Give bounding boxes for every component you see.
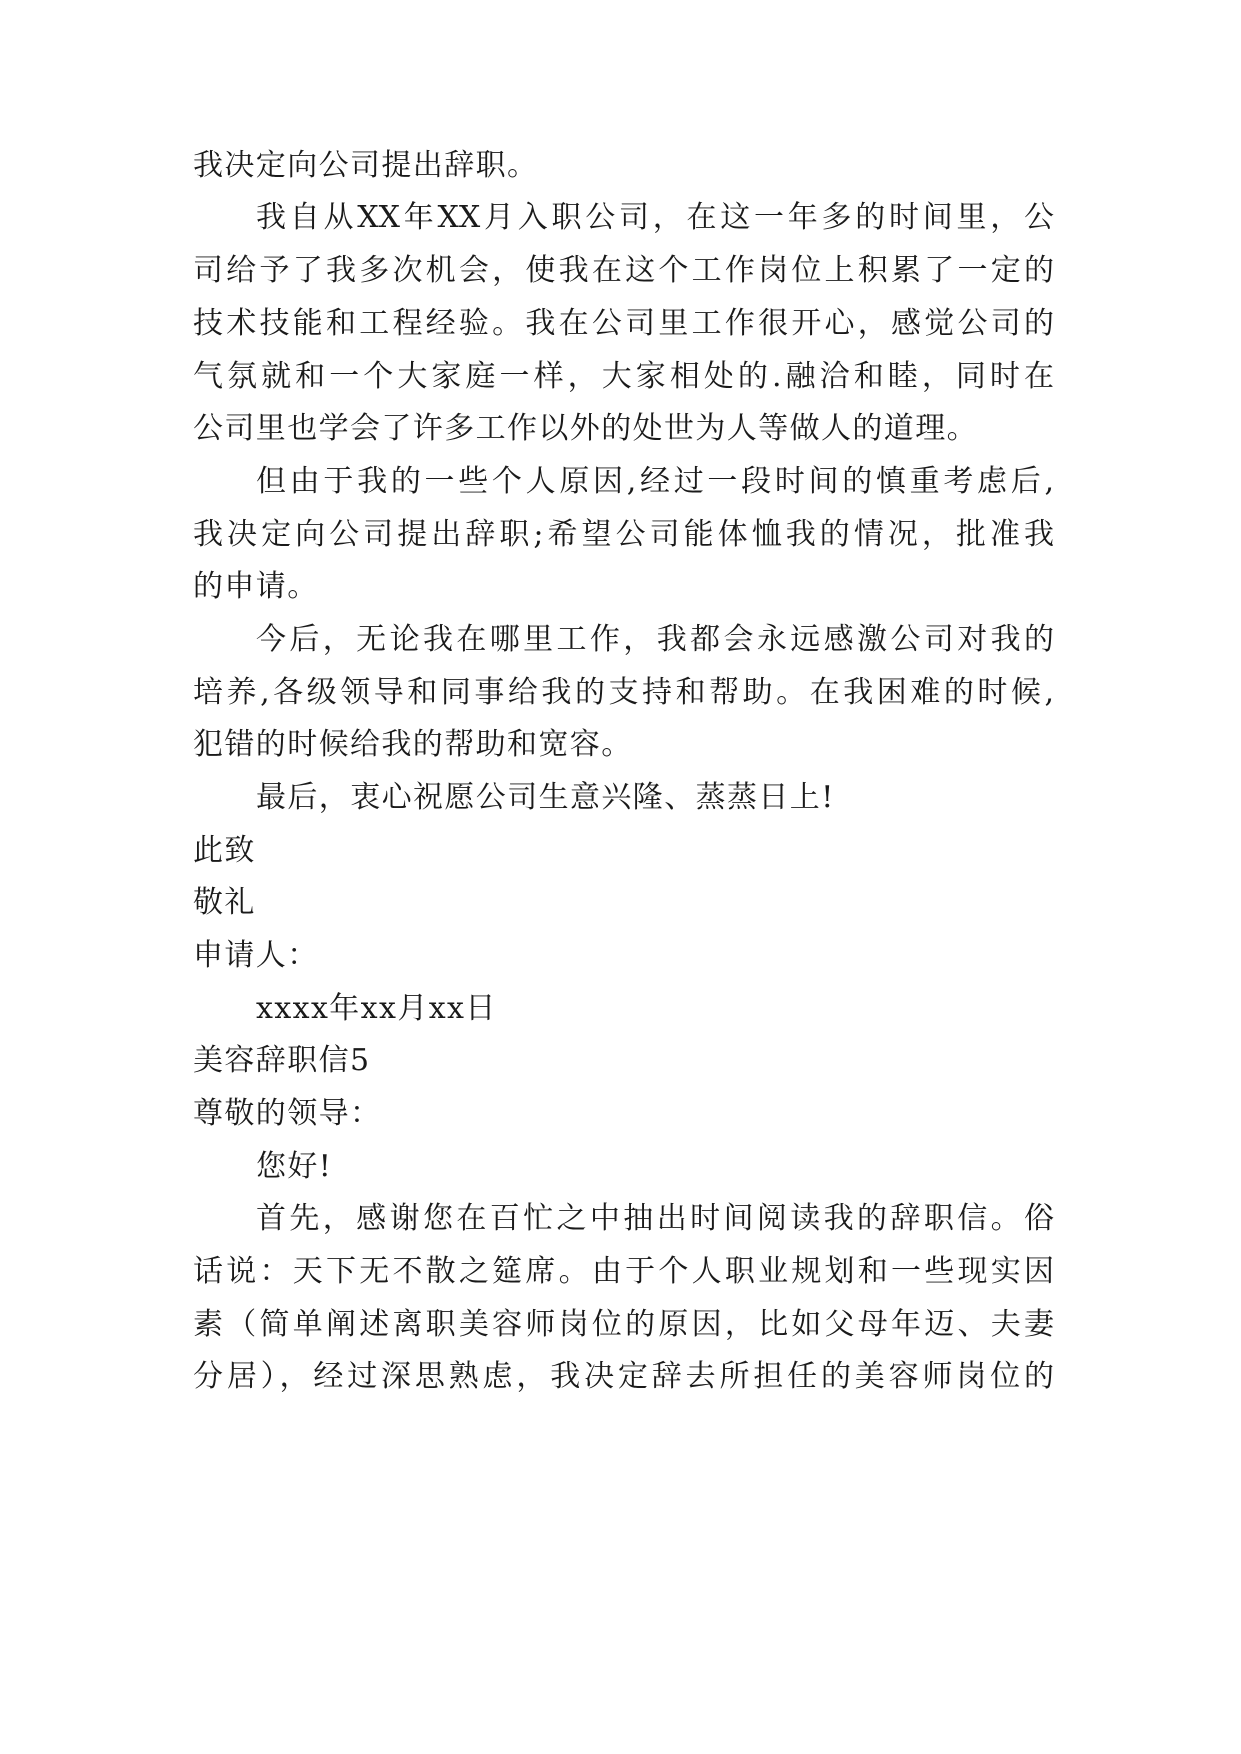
paragraph-line: 我自从XX年XX月入职公司，在这一年多的时间里，公 [256,200,1054,235]
closing-line: 敬礼 [193,885,256,920]
section-title: 美容辞职信5 [193,1043,371,1078]
paragraph-line: 最后，衷心祝愿公司生意兴隆、蒸蒸日上! [256,780,835,815]
paragraph-line: 我决定向公司提出辞职;希望公司能体恤我的情况，批准我 [193,517,1054,552]
paragraph-line: 的申请。 [193,569,319,604]
paragraph-line: 技术技能和工程经验。我在公司里工作很开心，感觉公司的 [193,306,1054,341]
date-line: xxxx年xx月xx日 [256,991,497,1026]
paragraph-line: 今后，无论我在哪里工作，我都会永远感激公司对我的 [256,622,1054,657]
paragraph-line: 司给予了我多次机会，使我在这个工作岗位上积累了一定的 [193,253,1054,288]
paragraph-line: 公司里也学会了许多工作以外的处世为人等做人的道理。 [193,411,978,446]
paragraph-line: 我决定向公司提出辞职。 [193,148,539,183]
signature-label: 申请人： [193,938,319,973]
greeting: 您好! [256,1149,333,1184]
closing-line: 此致 [193,833,256,868]
paragraph-line: 素（简单阐述离职美容师岗位的原因，比如父母年迈、夫妻 [193,1307,1054,1342]
paragraph-line: 分居），经过深思熟虑，我决定辞去所担任的美容师岗位的 [193,1359,1054,1394]
paragraph-line: 气氛就和一个大家庭一样，大家相处的.融洽和睦，同时在 [193,359,1054,394]
paragraph-line: 首先，感谢您在百忙之中抽出时间阅读我的辞职信。俗 [256,1201,1054,1236]
paragraph-line: 培养,各级领导和同事给我的支持和帮助。在我困难的时候, [193,675,1054,710]
paragraph-line: 但由于我的一些个人原因,经过一段时间的慎重考虑后, [256,464,1054,499]
paragraph-line: 话说：天下无不散之筵席。由于个人职业规划和一些现实因 [193,1254,1054,1289]
salutation: 尊敬的领导： [193,1096,382,1131]
paragraph-line: 犯错的时候给我的帮助和宽容。 [193,727,633,762]
